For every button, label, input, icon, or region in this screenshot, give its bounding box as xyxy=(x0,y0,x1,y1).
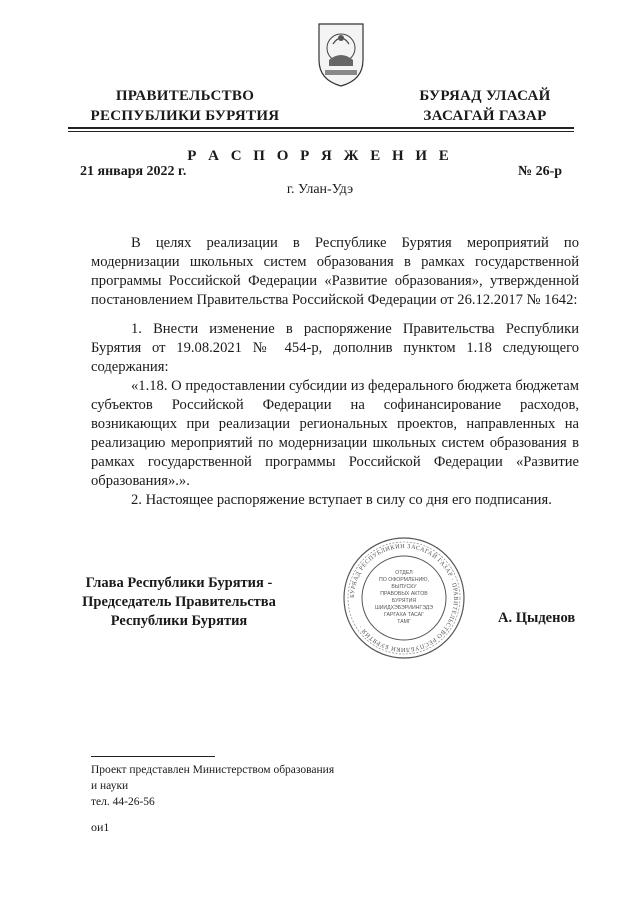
footnote-line2: и науки xyxy=(91,780,129,792)
document-date: 21 января 2022 г. xyxy=(80,164,187,179)
stamp-ring-text: БУРЯАД РЕСПУБЛИКИН ЗАСАГАЙ ГАЗАР · ПРАВИТЕЛЬСТВО РЕСПУБЛИКИ БУРЯТИЯ · xyxy=(348,542,460,654)
stamp-line: ПО ОФОРМЛЕНИЮ, xyxy=(379,577,429,583)
coat-of-arms-icon xyxy=(315,20,367,88)
header-divider-thick xyxy=(68,127,574,129)
stamp-line: ШИИДХЭБЭРИИНГЭДЭ xyxy=(374,605,434,611)
item-1-quote: «1.18. О предоставлении субсидии из федерального бюджета бюджетам субъектов Российской Федерации на софинансирование расходов, возникающих при реализации региональных проектов, направленных на реализацию мероприятий по модернизации школьных систем образования в рамках государственной программы Российской Федерации «Развитие образования».». xyxy=(91,378,579,489)
footnote-line1: Проект представлен Министерством образования xyxy=(91,764,335,776)
signatory-title-line2: Председатель Правительства xyxy=(82,594,276,610)
signatory-title xyxy=(68,574,290,631)
item-2-block xyxy=(91,491,579,510)
government-name-line1: ПРАВИТЕЛЬСТВО xyxy=(115,88,255,104)
stamp-line: БУРЯТИЯ xyxy=(391,598,417,604)
footnote xyxy=(91,762,391,810)
stamp-line: ТАМГ xyxy=(397,619,411,625)
government-name-ru xyxy=(90,86,280,126)
item-1-block xyxy=(91,320,579,491)
intro-paragraph xyxy=(91,234,579,310)
document-type: Р А С П О Р Я Ж Е Н И Е xyxy=(187,148,453,164)
header-divider-thin xyxy=(68,131,574,132)
government-name-line2: РЕСПУБЛИКИ БУРЯТИЯ xyxy=(90,108,280,124)
item-1-text: 1. Внести изменение в распоряжение Правительства Республики Бурятия от 19.08.2021 № 454-р, дополнив пунктом 1.18 следующего содержания: xyxy=(91,321,579,375)
stamp-line: ВЫПУСКУ xyxy=(391,584,417,590)
intro-text: В целях реализации в Республике Бурятия мероприятий по модернизации школьных систем образования в рамках государственной программы Российской Федерации «Развитие образования», утвержденной постановлением Правительства Российской Федерации от 26.12.2017 № 1642: xyxy=(91,235,579,308)
stamp-line: ОТДЕЛ xyxy=(395,570,413,576)
document-city: г. Улан-Удэ xyxy=(286,182,354,197)
stamp-line: ГАРГАХА ТАСАГ xyxy=(384,612,424,618)
document-number: № 26-р xyxy=(518,164,563,179)
signatory-title-line3: Республики Бурятия xyxy=(110,613,248,629)
government-name-bua xyxy=(410,86,560,126)
footnote-phone: тел. 44-26-56 xyxy=(91,796,155,808)
government-name-bua-line1: БУРЯАД УЛАСАЙ xyxy=(419,88,551,104)
official-stamp xyxy=(342,536,466,660)
item-2-text: 2. Настоящее распоряжение вступает в силу со дня его подписания. xyxy=(131,492,552,508)
signatory-name: А. Цыденов xyxy=(498,610,576,626)
footnote-divider xyxy=(91,756,215,757)
signatory-title-line1: Глава Республики Бурятия - xyxy=(85,575,273,591)
government-name-bua-line2: ЗАСАГАЙ ГАЗАР xyxy=(423,108,547,124)
stamp-line: ПРАВОВЫХ АКТОВ xyxy=(380,591,428,597)
document-code: ои1 xyxy=(91,820,110,834)
